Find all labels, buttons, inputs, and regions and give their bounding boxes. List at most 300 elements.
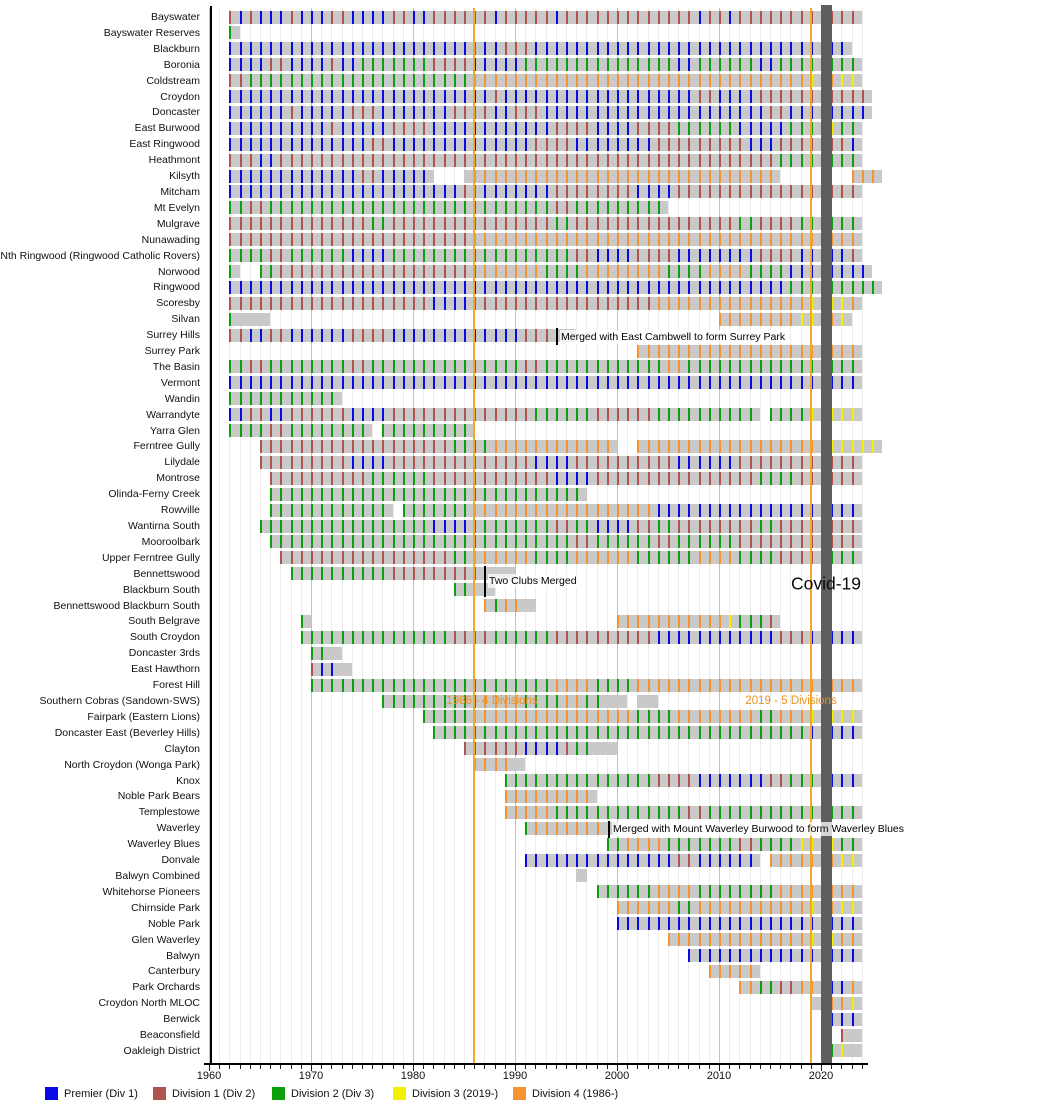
year-cell [393,90,403,103]
year-cell [270,265,280,278]
year-cell [484,504,494,517]
year-cell [321,360,331,373]
year-cell [229,265,239,278]
year-cell [566,806,576,819]
x-axis-tick [219,1065,220,1069]
year-cell [372,185,382,198]
year-cell [229,26,239,39]
year-cell [362,42,372,55]
year-cell [648,249,658,262]
year-cell [535,376,545,389]
year-cell [566,376,576,389]
year-cell [586,42,596,55]
year-cell [790,679,800,692]
club-label: Nth Ringwood (Ringwood Catholic Rovers) [0,249,200,262]
year-cell [790,58,800,71]
year-cell [739,901,749,914]
year-cell [413,488,423,501]
year-cell [495,551,505,564]
year-cell [852,281,862,294]
year-cell [301,11,311,24]
year-cell [372,456,382,469]
year-cell [525,854,535,867]
year-cell [597,440,607,453]
year-cell [780,90,790,103]
year-cell [250,297,260,310]
year-cell [352,281,362,294]
year-cell [505,185,515,198]
year-cell [831,456,841,469]
year-cell [484,138,494,151]
year-cell [413,297,423,310]
year-cell [535,11,545,24]
year-cell [433,90,443,103]
year-cell [321,233,331,246]
year-cell [678,297,688,310]
year-cell [760,249,770,262]
year-cell [505,806,515,819]
year-cell [597,504,607,517]
club-label: Blackburn [153,42,200,55]
year-cell [403,281,413,294]
year-cell [342,663,352,676]
year-cell [719,535,729,548]
year-cell [770,122,780,135]
year-cell [311,504,321,517]
year-cell [270,392,280,405]
year-cell [556,249,566,262]
year-cell [658,504,668,517]
year-cell [291,233,301,246]
year-cell [709,265,719,278]
year-cell [627,615,637,628]
year-cell [658,917,668,930]
year-cell [535,726,545,739]
year-cell [658,185,668,198]
year-cell [576,854,586,867]
year-cell [699,170,709,183]
year-cell [709,933,719,946]
year-cell [576,74,586,87]
year-cell [403,233,413,246]
year-cell [229,138,239,151]
year-cell [495,472,505,485]
year-cell [311,360,321,373]
year-cell [688,885,698,898]
year-cell [270,11,280,24]
year-cell [597,154,607,167]
club-label: Rowville [160,504,200,517]
year-cell [433,217,443,230]
year-cell [413,265,423,278]
year-cell [403,58,413,71]
year-cell [444,710,454,723]
year-cell [311,281,321,294]
year-cell [607,710,617,723]
year-cell [750,90,760,103]
year-cell [648,838,658,851]
year-cell [301,106,311,119]
year-cell [556,710,566,723]
year-cell [403,551,413,564]
year-cell [637,631,647,644]
year-cell [770,615,780,628]
year-cell [739,376,749,389]
year-cell [484,679,494,692]
year-cell [627,90,637,103]
year-cell [270,535,280,548]
year-cell [617,710,627,723]
year-cell [413,170,423,183]
year-cell [423,376,433,389]
year-cell [433,42,443,55]
year-cell [556,42,566,55]
year-cell [250,106,260,119]
year-cell [780,345,790,358]
year-cell [403,440,413,453]
year-cell [699,917,709,930]
year-cell [280,185,290,198]
year-cell [291,551,301,564]
year-cell [688,345,698,358]
year-cell [260,424,270,437]
year-cell [291,74,301,87]
year-cell [852,949,862,962]
year-cell [260,456,270,469]
year-cell [790,551,800,564]
year-cell [301,488,311,501]
year-cell [382,74,392,87]
year-cell [699,154,709,167]
year-cell [790,376,800,389]
year-cell [505,42,515,55]
year-cell [780,265,790,278]
year-cell [535,217,545,230]
year-cell [658,726,668,739]
x-axis-tick [678,1065,679,1069]
year-cell [831,551,841,564]
year-cell [301,472,311,485]
year-cell [637,122,647,135]
year-cell [831,917,841,930]
year-cell [719,726,729,739]
x-axis-tick [699,1065,700,1069]
year-cell [515,806,525,819]
year-cell [301,392,311,405]
year-cell [454,520,464,533]
year-cell [331,297,341,310]
year-cell [250,58,260,71]
year-cell [423,201,433,214]
year-cell [739,949,749,962]
year-cell [699,726,709,739]
year-cell [505,106,515,119]
x-axis-tick [270,1065,271,1069]
year-cell [852,854,862,867]
year-cell [444,201,454,214]
year-cell [280,138,290,151]
year-cell [597,885,607,898]
year-cell [831,154,841,167]
year-cell [393,11,403,24]
year-cell [342,488,352,501]
year-cell [790,217,800,230]
year-cell [709,90,719,103]
year-cell [770,806,780,819]
year-cell [505,90,515,103]
year-cell [750,631,760,644]
year-cell [372,233,382,246]
year-cell [576,774,586,787]
year-cell [841,217,851,230]
year-cell [780,58,790,71]
year-cell [586,695,596,708]
year-cell [750,408,760,421]
year-cell [393,520,403,533]
year-cell [688,122,698,135]
year-cell [780,949,790,962]
year-cell [331,281,341,294]
year-cell [301,297,311,310]
legend-swatch-O [513,1087,526,1100]
year-cell [515,710,525,723]
year-cell [270,440,280,453]
year-cell [454,74,464,87]
year-cell [495,201,505,214]
year-cell [627,154,637,167]
year-cell [382,424,392,437]
year-cell [841,154,851,167]
year-cell [525,217,535,230]
year-cell [729,345,739,358]
year-cell [719,345,729,358]
year-cell [586,806,596,819]
year-cell [535,456,545,469]
year-cell [586,376,596,389]
year-cell [770,281,780,294]
year-cell [505,281,515,294]
year-cell [403,695,413,708]
year-cell [597,535,607,548]
year-cell [750,265,760,278]
x-axis-tick [668,1065,669,1069]
year-cell [311,233,321,246]
year-cell [342,154,352,167]
year-cell [852,838,862,851]
year-cell [556,822,566,835]
year-cell [270,297,280,310]
year-cell [750,170,760,183]
year-cell [280,122,290,135]
year-cell [474,504,484,517]
x-axis-tick [801,1065,802,1069]
year-cell [627,376,637,389]
year-cell [291,472,301,485]
year-cell [586,58,596,71]
year-cell [678,74,688,87]
year-cell [770,456,780,469]
year-cell [546,520,556,533]
year-cell [678,901,688,914]
year-cell [668,631,678,644]
year-cell [770,106,780,119]
year-cell [566,74,576,87]
year-cell [515,217,525,230]
year-cell [780,838,790,851]
club-label: South Croydon [129,631,200,644]
year-cell [750,838,760,851]
year-cell [831,90,841,103]
year-cell [597,360,607,373]
year-cell [556,520,566,533]
year-cell [688,297,698,310]
year-cell [505,408,515,421]
year-cell [352,376,362,389]
year-cell [535,408,545,421]
year-cell [607,806,617,819]
year-cell [321,122,331,135]
year-cell [852,981,862,994]
club-label: Upper Ferntree Gully [101,551,200,564]
year-cell [831,233,841,246]
x-axis-tick [444,1065,445,1069]
year-cell [831,345,841,358]
year-cell [739,965,749,978]
club-label: Oakleigh District [123,1044,200,1057]
year-cell [444,424,454,437]
year-cell [321,106,331,119]
year-cell [331,472,341,485]
year-cell [617,917,627,930]
year-cell [780,981,790,994]
year-cell [566,790,576,803]
year-cell [699,885,709,898]
year-cell [301,376,311,389]
year-cell [403,90,413,103]
year-cell [382,551,392,564]
year-cell [495,679,505,692]
year-cell [760,58,770,71]
year-cell [331,456,341,469]
year-cell [495,726,505,739]
year-cell [770,170,780,183]
year-cell [658,806,668,819]
year-cell [831,376,841,389]
year-cell [566,154,576,167]
year-cell [699,710,709,723]
year-cell [637,885,647,898]
year-cell [362,138,372,151]
year-cell [372,329,382,342]
year-cell [535,154,545,167]
year-cell [658,217,668,230]
year-cell [556,488,566,501]
year-cell [393,281,403,294]
year-cell [586,520,596,533]
year-cell [668,854,678,867]
year-cell [229,11,239,24]
year-cell [576,742,586,755]
year-cell [525,535,535,548]
year-cell [525,631,535,644]
year-cell [617,185,627,198]
year-cell [505,472,515,485]
year-cell [413,74,423,87]
year-cell [393,138,403,151]
year-cell [841,551,851,564]
x-axis-tick [576,1065,577,1069]
club-label: Ringwood [153,281,200,294]
year-cell [321,281,331,294]
legend-swatch-Y [393,1087,406,1100]
year-cell [331,504,341,517]
year-cell [699,440,709,453]
year-cell [648,774,658,787]
year-cell [240,217,250,230]
year-cell [688,249,698,262]
year-cell [852,249,862,262]
year-cell [433,281,443,294]
club-label: Boronia [163,58,200,71]
event-year-line [810,8,812,1063]
year-cell [841,679,851,692]
year-cell [484,456,494,469]
year-cell [648,122,658,135]
year-cell [648,345,658,358]
year-cell [688,520,698,533]
year-cell [433,488,443,501]
x-axis-tick-label: 2020 [808,1070,834,1082]
year-cell [342,122,352,135]
year-cell [423,551,433,564]
year-cell [423,504,433,517]
year-cell [413,408,423,421]
year-cell [474,265,484,278]
year-cell [841,42,851,55]
year-cell [617,695,627,708]
club-label: Blackburn South [122,583,200,596]
year-cell [484,281,494,294]
year-cell [413,631,423,644]
year-cell [535,329,545,342]
year-cell [597,58,607,71]
year-cell [240,281,250,294]
year-cell [617,472,627,485]
year-cell [515,58,525,71]
year-cell [342,456,352,469]
year-cell [831,313,841,326]
year-cell [576,408,586,421]
year-cell [586,679,596,692]
year-cell [413,551,423,564]
club-label: Noble Park [148,917,200,930]
year-cell [627,58,637,71]
year-cell [627,679,637,692]
year-cell [556,90,566,103]
club-label: Croydon [160,90,200,103]
year-cell [750,106,760,119]
year-cell [637,138,647,151]
year-cell [321,154,331,167]
year-cell [474,758,484,771]
year-cell [331,106,341,119]
year-cell [576,440,586,453]
year-cell [331,170,341,183]
year-cell [301,329,311,342]
year-cell [566,504,576,517]
year-cell [474,217,484,230]
year-cell [637,11,647,24]
